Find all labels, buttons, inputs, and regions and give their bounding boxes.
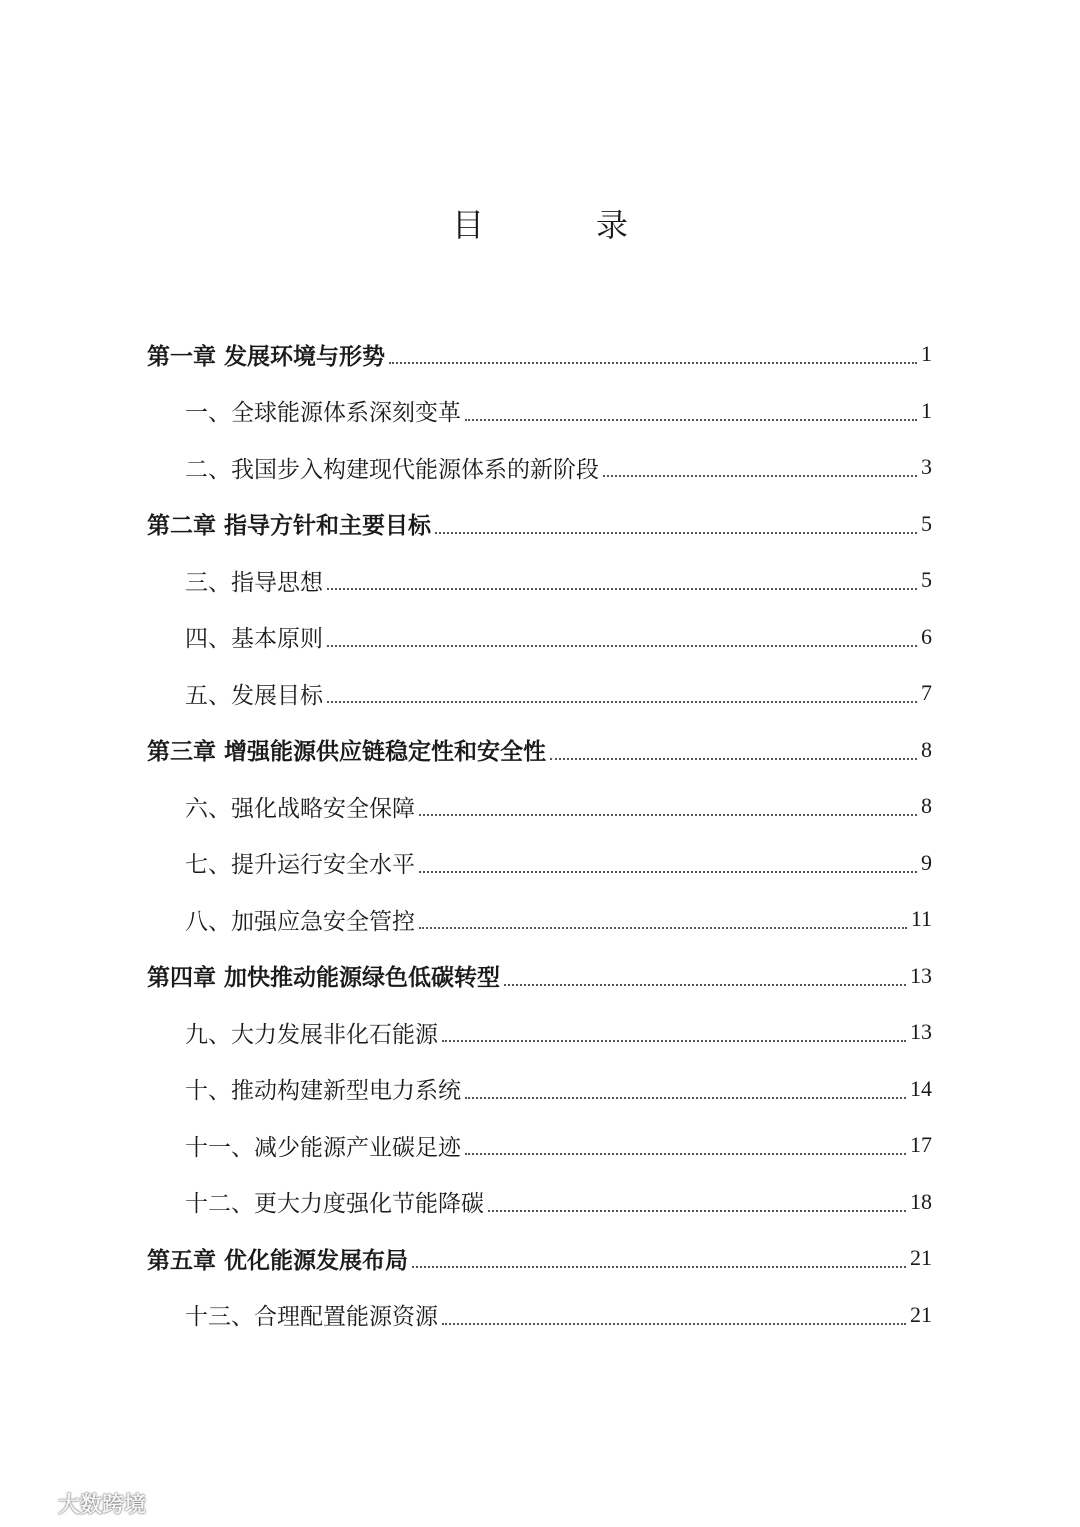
toc-section-entry[interactable] [0,891,1080,948]
toc-entry-label: 六、强化战略安全保障 [185,795,415,822]
toc-entry-label: 二、我国步入构建现代能源体系的新阶段 [185,456,599,483]
dot-leader [603,475,917,477]
toc-section-entry[interactable] [0,552,1080,609]
dot-leader [419,927,907,929]
toc-entry-page-number: 3 [921,454,932,480]
toc-entry-label: 一、全球能源体系深刻变革 [185,400,461,427]
toc-chapter-entry[interactable] [0,722,1080,779]
toc-section-entry[interactable] [0,778,1080,835]
toc-section-entry[interactable] [0,835,1080,892]
toc-entry-label: 第四章 加快推动能源绿色低碳转型 [147,964,501,992]
toc-chapter-entry[interactable] [0,496,1080,553]
table-of-contents [0,326,1080,1343]
toc-entry-page-number: 13 [910,962,932,988]
toc-entry-page-number: 8 [921,736,932,762]
dot-leader [465,419,917,421]
dot-leader [465,1153,906,1155]
watermark-text: 大数跨境 [58,1493,147,1518]
toc-section-entry[interactable] [0,383,1080,440]
toc-entry-label: 第五章 优化能源发展布局 [147,1246,409,1274]
toc-entry-label: 九、大力发展非化石能源 [185,1021,438,1048]
toc-entry-page-number: 9 [921,849,932,875]
toc-entry-label: 五、发展目标 [185,682,323,709]
dot-leader [435,532,917,534]
dot-leader [389,362,917,364]
toc-entry-page-number: 21 [910,1245,932,1271]
toc-entry-page-number: 5 [921,567,932,593]
toc-entry-page-number: 5 [921,510,932,536]
dot-leader [412,1266,906,1268]
toc-entry-label: 十二、更大力度强化节能降碳 [185,1191,484,1218]
toc-section-entry[interactable] [0,1117,1080,1174]
toc-section-entry[interactable] [0,1174,1080,1231]
toc-entry-page-number: 17 [910,1132,932,1158]
toc-section-entry[interactable] [0,665,1080,722]
dot-leader [504,984,906,986]
toc-section-entry[interactable] [0,1004,1080,1061]
toc-entry-page-number: 1 [921,341,932,367]
dot-leader [327,588,917,590]
dot-leader [419,814,917,816]
toc-entry-page-number: 21 [910,1301,932,1327]
dot-leader [442,1323,906,1325]
toc-chapter-entry[interactable] [0,1230,1080,1287]
toc-entry-page-number: 6 [921,623,932,649]
watermark [8,1488,146,1519]
toc-chapter-entry[interactable] [0,948,1080,1005]
toc-section-entry[interactable] [0,1287,1080,1344]
dot-leader [327,645,917,647]
toc-entry-label: 第二章 指导方针和主要目标 [147,512,432,540]
toc-chapter-entry[interactable] [0,326,1080,383]
toc-entry-label: 十、推动构建新型电力系统 [185,1078,461,1105]
dot-leader [488,1210,906,1212]
toc-entry-page-number: 18 [910,1188,932,1214]
toc-entry-page-number: 1 [921,397,932,423]
toc-entry-label: 第三章 增强能源供应链稳定性和安全性 [147,738,547,766]
dot-leader [419,871,917,873]
toc-entry-label: 四、基本原则 [185,626,323,653]
toc-entry-page-number: 14 [910,1075,932,1101]
toc-entry-page-number: 7 [921,680,932,706]
toc-entry-label: 十三、合理配置能源资源 [185,1304,438,1331]
toc-section-entry[interactable] [0,609,1080,666]
dot-leader [465,1097,906,1099]
page-title: 目 录 [451,206,668,244]
toc-entry-label: 八、加强应急安全管控 [185,908,415,935]
toc-entry-page-number: 11 [910,906,932,932]
dot-leader [442,1040,906,1042]
toc-section-entry[interactable] [0,1061,1080,1118]
toc-entry-label: 第一章 发展环境与形势 [147,342,386,370]
weibo-eye-logo-icon [8,1490,52,1518]
toc-entry-label: 三、指导思想 [185,569,323,596]
dot-leader [550,758,917,760]
toc-entry-page-number: 8 [921,793,932,819]
toc-section-entry[interactable] [0,439,1080,496]
toc-entry-label: 七、提升运行安全水平 [185,852,415,879]
dot-leader [327,701,917,703]
toc-entry-label: 十一、减少能源产业碳足迹 [185,1134,461,1161]
toc-entry-page-number: 13 [910,1019,932,1045]
